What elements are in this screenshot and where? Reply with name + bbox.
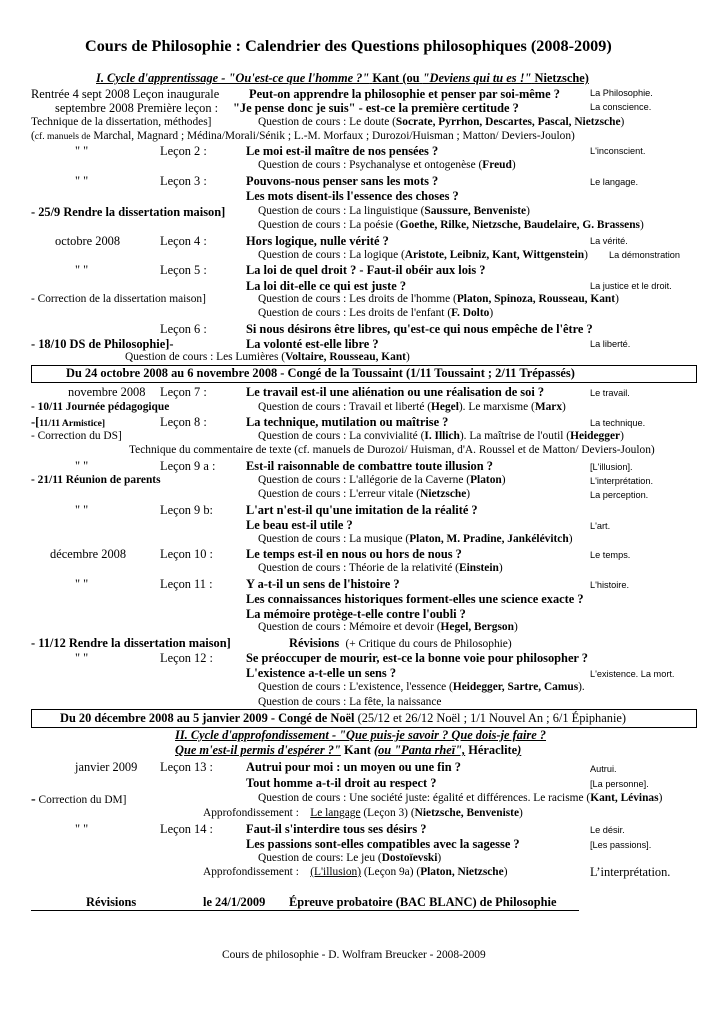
row-course-question	[258, 220, 644, 231]
cycle2-heading: II. Cycle d'approfondissement - "Que puis-je savoir ? Que dois-je faire ?	[175, 728, 547, 742]
course-authors: Socrate, Pyrrhon, Descartes, Pascal, Nietzsche	[395, 116, 621, 128]
event-label: 11/11 Armistice]	[39, 418, 106, 429]
course-text: ). La maîtrise de l'outil (	[459, 430, 571, 442]
row-course-question	[258, 489, 470, 500]
row-notion: Le désir.	[590, 825, 625, 835]
lesson-number: Leçon 7 :	[160, 385, 207, 399]
cycle2-paren: )	[517, 743, 522, 757]
row-course-question	[258, 117, 624, 128]
row-date: Rentrée 4 sept 2008 Leçon inaugurale	[31, 87, 220, 101]
cycle2-quote: Que m'est-il permis d'espérer ?"	[175, 743, 341, 757]
row-notion: La Philosophie.	[590, 88, 653, 98]
course-text: Question de cours: Le jeu (	[258, 852, 382, 864]
row-question: Y a-t-il un sens de l'histoire ?	[246, 577, 400, 591]
course-authors: F. Dolto	[451, 307, 490, 319]
row-method: Technique du commentaire de texte (cf. manuels de Durozoi/ Huisman, d'A. Roussel et de Matton/ Deviers-Joulon)	[129, 444, 655, 456]
course-paren: )	[562, 401, 566, 413]
row-question: Les mots disent-ils l'essence des choses ?	[246, 189, 459, 203]
row-course-question	[258, 402, 566, 413]
course-paren: )	[620, 116, 625, 128]
deepening-label: Approfondissement :	[203, 807, 299, 819]
row-date: novembre 2008	[68, 385, 146, 399]
row-question: La mémoire protège-t-elle contre l'oubli ?	[246, 607, 466, 621]
course-paren: )	[489, 307, 494, 319]
row-question: La technique, mutilation ou maîtrise ?	[246, 415, 449, 429]
course-authors: I. Illich	[424, 430, 460, 442]
row-course-question	[258, 563, 503, 574]
row-revisions	[289, 637, 512, 650]
row-manuals	[31, 131, 575, 142]
row-notion: L'interprétation.	[590, 476, 654, 486]
row-event: - 11/12 Rendre la dissertation maison]	[31, 636, 231, 650]
row-notion: [L'illusion].	[590, 462, 633, 472]
cycle1-heading-author: Kant	[372, 71, 400, 85]
cycle2-author: Kant	[344, 743, 371, 757]
row-course-question	[258, 431, 624, 442]
lesson-number: Leçon 6 :	[160, 322, 207, 336]
row-notion: Le travail.	[590, 388, 630, 398]
event-prefix: -[	[31, 415, 40, 429]
course-text: Question de cours : La musique (	[258, 533, 410, 545]
course-text: Question de cours : La logique (	[258, 249, 405, 261]
holiday-dates: Du 20 décembre 2008 au 5 janvier 2009 - Congé de Noël	[60, 711, 355, 725]
course-authors: Nietzsche	[420, 488, 467, 500]
course-authors: Heidegger, Sartre, Camus	[452, 681, 579, 693]
cycle1-heading	[96, 72, 589, 84]
row-question: Les passions sont-elles compatibles avec la sagesse ?	[246, 837, 520, 851]
course-paren: )	[584, 249, 588, 261]
course-paren: ).	[578, 681, 585, 693]
cycle1-heading-text: I. Cycle d'apprentissage - "Ou'est-ce que l'homme ?"	[96, 71, 370, 85]
row-deepening	[203, 808, 523, 819]
row-question: Le moi est-il maître de nos pensées ?	[246, 144, 439, 158]
row-course-question	[258, 622, 518, 633]
cycle2-author2: Héraclite	[468, 743, 518, 757]
row-question: Faut-il s'interdire tous ses désirs ?	[246, 822, 427, 836]
course-paren: )	[615, 293, 619, 305]
revisions-label: Révisions	[289, 636, 340, 650]
row-event: - 21/11 Réunion de parents	[31, 474, 161, 486]
row-course-question	[258, 853, 441, 864]
ditto-mark: " "	[75, 503, 89, 517]
row-notion: Le temps.	[590, 550, 631, 560]
ditto-mark: " "	[75, 651, 89, 665]
ditto-mark: " "	[75, 174, 89, 188]
lesson-number: Leçon 10 :	[160, 547, 213, 561]
row-question: Peut-on apprendre la philosophie et penser par soi-même ?	[249, 87, 560, 101]
event-prefix: -	[31, 792, 36, 807]
row-question: Pouvons-nous penser sans les mots ?	[246, 174, 439, 188]
row-notion: L’interprétation.	[590, 865, 671, 879]
course-text: Question de cours : L'existence, l'essence (	[258, 681, 453, 693]
paren: (	[31, 130, 35, 142]
course-paren: )	[513, 621, 518, 633]
row-notion: La technique.	[590, 418, 646, 428]
ditto-mark: " "	[75, 822, 89, 836]
ditto-mark: " "	[75, 263, 89, 277]
course-text: Question de cours : Les droits de l'homme (	[258, 293, 457, 305]
course-text: Question de cours : Une société juste: égalité et différences. Le racisme (	[258, 792, 591, 804]
row-event: - 18/10 DS de Philosophie]-	[31, 337, 174, 351]
row-notion: Le langage.	[590, 177, 639, 187]
row-event: - 25/9 Rendre la dissertation maison]	[31, 205, 226, 219]
row-question: Se préoccuper de mourir, est-ce la bonne voie pour philosopher ?	[246, 651, 589, 665]
course-authors: Heidegger	[570, 430, 621, 442]
row-notion: La vérité.	[590, 236, 628, 246]
page-footer: Cours de philosophie - D. Wolfram Breucker - 2008-2009	[222, 949, 486, 961]
holiday-text	[60, 712, 626, 724]
row-question: Hors logique, nulle vérité ?	[246, 234, 389, 248]
course-paren: )	[501, 474, 506, 486]
row-deepening	[203, 867, 508, 878]
course-text: Question de cours : Les droits de l'enfant (	[258, 307, 452, 319]
holiday-text: Du 24 octobre 2008 au 6 novembre 2008 - Congé de la Toussaint (1/11 Toussaint ; 2/11 Trépassés)	[66, 366, 575, 380]
course-authors: Voltaire, Rousseau, Kant	[285, 351, 406, 363]
course-paren: )	[568, 533, 573, 545]
lesson-number: Leçon 9 a :	[160, 459, 216, 473]
course-paren: )	[437, 852, 442, 864]
lesson-number: Leçon 13 :	[160, 760, 213, 774]
row-date: octobre 2008	[55, 234, 121, 248]
row-event: - Correction de la dissertation maison]	[31, 293, 206, 305]
course-text: Question de cours : Le doute (	[258, 116, 396, 128]
cycle1-heading-author2: Nietzsche)	[534, 71, 589, 85]
lesson-number: Leçon 5 :	[160, 263, 207, 277]
row-course-question	[258, 682, 585, 693]
ditto-mark: " "	[75, 144, 89, 158]
row-course-question	[125, 352, 410, 363]
revisions-note: (+ Critique du cours de Philosophie)	[345, 638, 512, 650]
lesson-number: Leçon 11 :	[160, 577, 213, 591]
deepening-topic: Le langage	[310, 807, 361, 819]
manuals-cf: cf. manuels de	[34, 131, 91, 142]
course-paren: )	[620, 430, 624, 442]
deepening-ref: (Leçon 3) (	[363, 807, 415, 819]
event-label: Correction du DM]	[38, 794, 127, 806]
course-authors: Saussure, Benveniste	[424, 205, 527, 217]
lesson-number: Leçon 4 :	[160, 234, 207, 248]
row-notion: La conscience.	[590, 102, 652, 112]
course-authors: Hegel	[431, 401, 459, 413]
row-event	[31, 416, 105, 429]
course-paren: )	[639, 219, 644, 231]
course-text: Question de cours : Mémoire et devoir (	[258, 621, 441, 633]
course-authors: Aristote, Leibniz, Kant, Wittgenstein	[404, 249, 585, 261]
lesson-number: Leçon 14 :	[160, 822, 213, 836]
course-text: ). Le marxisme (	[458, 401, 535, 413]
course-text: Question de cours : L'erreur vitale (	[258, 488, 421, 500]
row-question: L'art n'est-il qu'une imitation de la réalité ?	[246, 503, 478, 517]
row-course-question	[258, 160, 516, 171]
course-paren: )	[658, 792, 663, 804]
row-course-question	[258, 250, 588, 261]
deepening-label: Approfondissement :	[203, 866, 299, 878]
row-question: "Je pense donc je suis" - est-ce la première certitude ?	[233, 101, 519, 115]
course-text: Question de cours : La poésie (	[258, 219, 400, 231]
final-underline	[31, 910, 579, 911]
cycle2-heading-line2	[175, 744, 521, 756]
course-text: Question de cours : Théorie de la relativité (	[258, 562, 459, 574]
course-authors: Freud	[482, 159, 512, 171]
row-course-question	[258, 475, 506, 486]
course-text: Question de cours : Les Lumières (	[125, 351, 286, 363]
row-notion: L'art.	[590, 521, 611, 531]
row-notion: La perception.	[590, 490, 649, 500]
row-question: La loi dit-elle ce qui est juste ?	[246, 279, 407, 293]
final-date: le 24/1/2009	[203, 895, 266, 909]
row-notion: L'histoire.	[590, 580, 630, 590]
deepening-topic: (L'illusion)	[310, 866, 362, 878]
row-question: Si nous désirons être libres, qu'est-ce qui nous empêche de l'être ?	[246, 322, 593, 336]
row-question: L'existence a-t-elle un sens ?	[246, 666, 397, 680]
ditto-mark: " "	[75, 459, 89, 473]
final-revisions: Révisions	[86, 895, 137, 909]
row-event: - 10/11 Journée pédagogique	[31, 401, 170, 413]
row-notion: Autrui.	[590, 764, 617, 774]
course-paren: )	[498, 562, 503, 574]
row-question: Le beau est-il utile ?	[246, 518, 353, 532]
row-question: Est-il raisonnable de combattre toute illusion ?	[246, 459, 493, 473]
row-method: Technique de la dissertation, méthodes]	[31, 116, 212, 128]
lesson-number: Leçon 12 :	[160, 651, 213, 665]
course-authors: Platon, M. Pradine, Jankélévitch	[409, 533, 569, 545]
row-notion: [La personne].	[590, 779, 649, 789]
row-date: décembre 2008	[50, 547, 127, 561]
cycle2-alt: (ou "Panta rheï",	[373, 743, 466, 757]
row-question: Autrui pour moi : un moyen ou une fin ?	[246, 760, 461, 774]
course-authors: Goethe, Rilke, Nietzsche, Baudelaire, G. Brassens	[399, 219, 640, 231]
course-text: Question de cours : La linguistique (	[258, 205, 425, 217]
row-course-question: Question de cours : La fête, la naissance	[258, 696, 442, 708]
cycle1-heading-ou: (ou	[402, 71, 420, 85]
course-authors: Hegel, Bergson	[440, 621, 514, 633]
deepening-authors: Nietzsche, Benveniste	[414, 807, 520, 819]
row-question: Les connaissances historiques forment-elles une science exacte ?	[246, 592, 584, 606]
course-paren: )	[511, 159, 516, 171]
course-authors: Einstein	[458, 562, 499, 574]
deepening-paren: )	[503, 866, 508, 878]
row-question: Tout homme a-t-il droit au respect ?	[246, 776, 437, 790]
course-text: Question de cours : Travail et liberté (	[258, 401, 432, 413]
row-event	[31, 793, 126, 807]
row-event: - Correction du DS]	[31, 430, 122, 442]
row-question: La loi de quel droit ? - Faut-il obéir aux lois ?	[246, 263, 486, 277]
manuals-list: Marchal, Magnard ; Médina/Morali/Sénik ; L.-M. Morfaux ; Durozoi/Huisman ; Matton/ Deviers-Joulon)	[93, 130, 575, 142]
course-authors: Marx	[534, 401, 563, 413]
row-course-question	[258, 793, 662, 804]
row-notion: L'existence. La mort.	[590, 669, 675, 679]
deepening-paren: )	[519, 807, 523, 819]
deepening-ref: (Leçon 9a) (	[363, 866, 421, 878]
row-course-question	[258, 308, 493, 319]
row-date: septembre 2008 Première leçon :	[55, 101, 219, 115]
row-question: La volonté est-elle libre ?	[246, 337, 379, 351]
lesson-number: Leçon 3 :	[160, 174, 207, 188]
deepening-authors: Platon, Nietzsche	[420, 866, 504, 878]
cycle1-heading-quote: "Deviens qui tu es !"	[422, 71, 532, 85]
course-paren: )	[526, 205, 530, 217]
course-text: Question de cours : La convivialité (	[258, 430, 425, 442]
course-authors: Platon, Spinoza, Rousseau, Kant	[456, 293, 616, 305]
row-notion: La démonstration	[609, 250, 680, 260]
row-course-question	[258, 206, 530, 217]
ditto-mark: " "	[75, 577, 89, 591]
lesson-number: Leçon 9 b:	[160, 503, 213, 517]
row-notion: La justice et le droit.	[590, 281, 672, 291]
course-authors: Kant, Lévinas	[590, 792, 659, 804]
row-course-question	[258, 294, 619, 305]
course-authors: Platon	[470, 474, 502, 486]
lesson-number: Leçon 2 :	[160, 144, 207, 158]
page-title: Cours de Philosophie : Calendrier des Questions philosophiques (2008-2009)	[85, 37, 612, 55]
course-paren: )	[466, 488, 471, 500]
final-exam: Épreuve probatoire (BAC BLANC) de Philosophie	[289, 895, 557, 909]
row-notion: La liberté.	[590, 339, 631, 349]
course-text: Question de cours : L'allégorie de la Caverne (	[258, 474, 471, 486]
row-course-question	[258, 534, 572, 545]
holiday-details: (25/12 et 26/12 Noël ; 1/1 Nouvel An ; 6/1 Épiphanie)	[357, 711, 627, 725]
row-question: Le travail est-il une aliénation ou une réalisation de soi ?	[246, 385, 545, 399]
row-notion: L'inconscient.	[590, 146, 646, 156]
course-authors: Dostoïevski	[381, 852, 438, 864]
course-paren: )	[405, 351, 410, 363]
course-text: Question de cours : Psychanalyse et ontogenèse (	[258, 159, 483, 171]
row-notion: [Les passions].	[590, 840, 652, 850]
lesson-number: Leçon 8 :	[160, 415, 207, 429]
row-date: janvier 2009	[75, 760, 138, 774]
row-question: Le temps est-il en nous ou hors de nous ?	[246, 547, 462, 561]
